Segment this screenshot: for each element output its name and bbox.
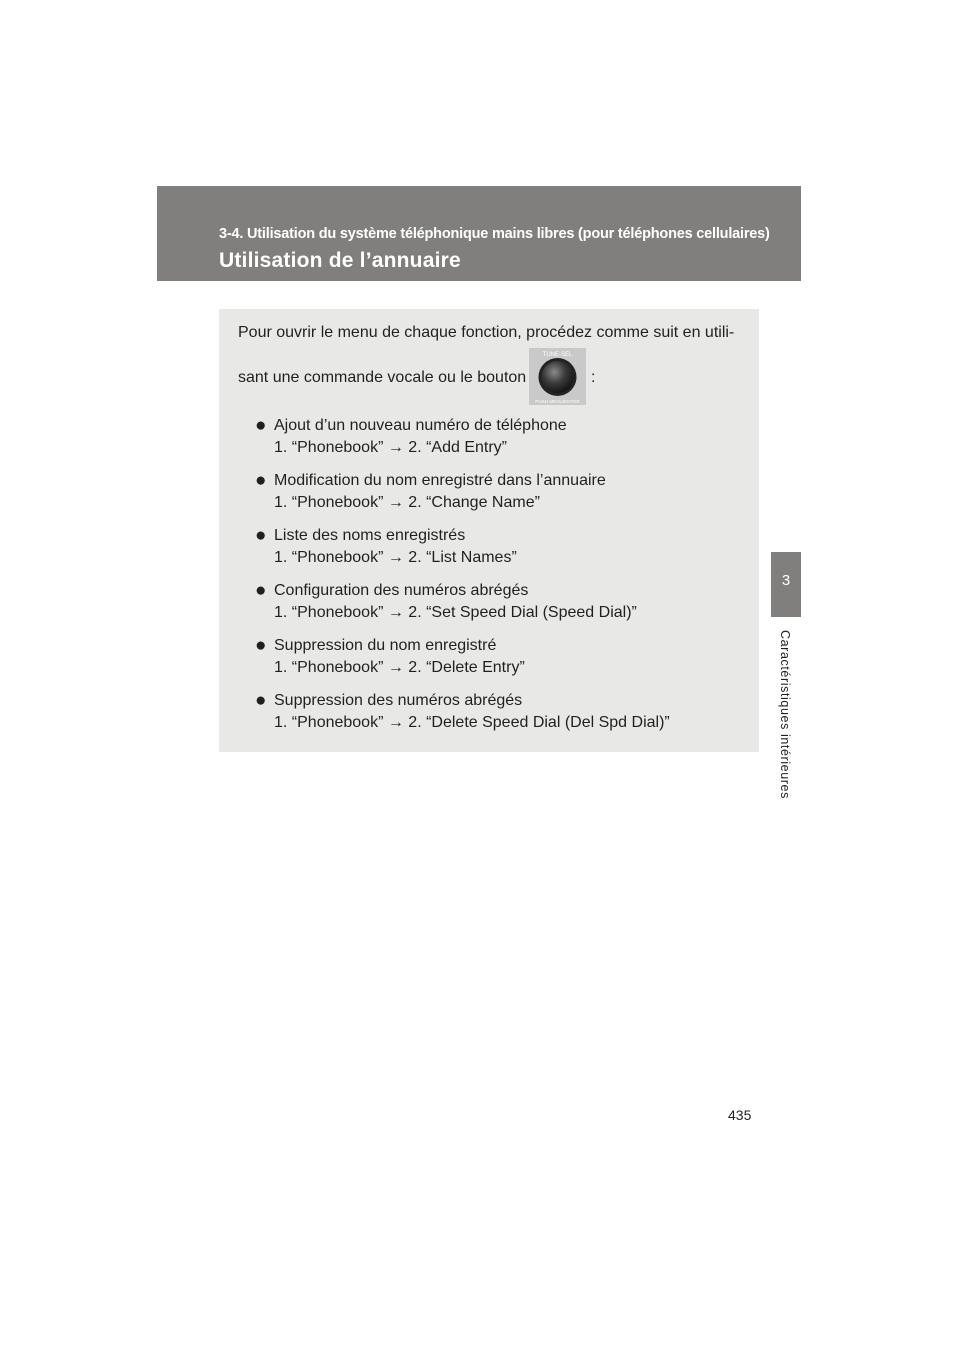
list-item (255, 526, 745, 581)
list-item (255, 471, 745, 526)
item-path: 1. “Phonebook” → 2. “List Names” (274, 549, 517, 566)
item-title: Ajout d’un nouveau numéro de téléphone (274, 417, 567, 434)
item-path: 1. “Phonebook” → 2. “Delete Entry” (274, 659, 525, 676)
item-path: 1. “Phonebook” → 2. “Set Speed Dial (Speed Dial)” (274, 604, 637, 621)
chapter-number: 3 (781, 572, 791, 589)
item-title: Suppression des numéros abrégés (274, 692, 523, 709)
list-item (255, 691, 745, 746)
bullet-icon: ● (255, 470, 267, 491)
item-title: Liste des noms enregistrés (274, 527, 466, 544)
bullet-icon: ● (255, 635, 267, 656)
intro-line-1: Pour ouvrir le menu de chaque fonction, procédez comme suit en utili- (238, 324, 735, 341)
item-path: 1. “Phonebook” → 2. “Delete Speed Dial (Del Spd Dial)” (274, 714, 670, 731)
chapter-label: Caractéristiques intérieures (778, 630, 792, 799)
section-label: 3-4. Utilisation du système téléphonique mains libres (pour téléphones cellulaires) (219, 226, 770, 242)
tune-sel-knob-icon (529, 348, 586, 405)
item-title: Modification du nom enregistré dans l’annuaire (274, 472, 606, 489)
item-title: Configuration des numéros abrégés (274, 582, 529, 599)
page-number: 435 (728, 1107, 752, 1123)
info-box (219, 309, 759, 752)
bullet-icon: ● (255, 580, 267, 601)
knob-top-label: TUNE·SEL (542, 352, 573, 358)
function-list (255, 416, 745, 746)
list-item (255, 416, 745, 471)
chapter-tab (771, 552, 801, 617)
list-item (255, 581, 745, 636)
item-path: 1. “Phonebook” → 2. “Change Name” (274, 494, 540, 511)
page-title: Utilisation de l’annuaire (219, 249, 461, 272)
item-path: 1. “Phonebook” → 2. “Add Entry” (274, 439, 507, 456)
bullet-icon: ● (255, 525, 267, 546)
bullet-icon: ● (255, 415, 267, 436)
list-item (255, 636, 745, 691)
intro-colon: : (591, 369, 596, 386)
intro-line-2: sant une commande vocale ou le bouton (238, 369, 527, 386)
knob-bottom-label: PUSH MENU/ENTER (535, 399, 580, 404)
item-title: Suppression du nom enregistré (274, 637, 497, 654)
section-header (157, 186, 801, 281)
bullet-icon: ● (255, 690, 267, 711)
